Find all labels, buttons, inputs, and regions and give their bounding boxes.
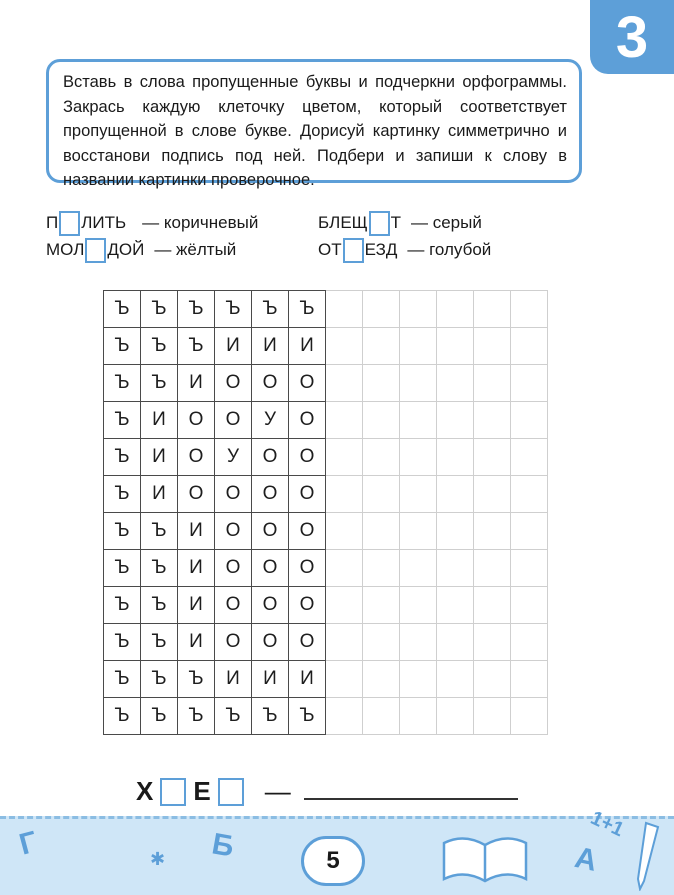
task-color-3: — серый xyxy=(410,213,482,232)
letter-decor-icon: Б xyxy=(209,827,237,864)
grid-cell[interactable] xyxy=(437,328,474,365)
grid-cell[interactable] xyxy=(363,328,400,365)
grid-cell[interactable] xyxy=(363,587,400,624)
grid-cell[interactable] xyxy=(437,439,474,476)
letter-decor-icon: Г xyxy=(15,825,41,862)
grid-cell[interactable]: О xyxy=(178,439,215,476)
grid-cell[interactable] xyxy=(474,698,511,735)
grid-cell[interactable] xyxy=(511,698,548,735)
grid-cell[interactable]: И xyxy=(141,439,178,476)
grid-cell[interactable] xyxy=(474,291,511,328)
coloring-grid xyxy=(103,290,548,735)
grid-cell[interactable] xyxy=(511,550,548,587)
missing-letter-box-4[interactable] xyxy=(343,238,364,263)
grid-cell[interactable]: О xyxy=(289,476,326,513)
answer-blank-2[interactable] xyxy=(218,778,244,806)
missing-letter-box-3[interactable] xyxy=(369,211,390,236)
grid-cell[interactable]: И xyxy=(178,587,215,624)
grid-cell[interactable] xyxy=(511,661,548,698)
grid-cell[interactable]: О xyxy=(289,550,326,587)
task-word-2-start: МОЛ xyxy=(46,240,85,259)
grid-cell[interactable]: И xyxy=(252,661,289,698)
grid-cell[interactable]: И xyxy=(178,550,215,587)
grid-cell[interactable] xyxy=(400,624,437,661)
grid-cell[interactable]: Ъ xyxy=(141,550,178,587)
grid-cell[interactable]: О xyxy=(252,587,289,624)
grid-cell[interactable] xyxy=(400,587,437,624)
exercise-number-badge: 3 xyxy=(590,0,674,74)
grid-cell[interactable]: И xyxy=(215,661,252,698)
grid-cell[interactable] xyxy=(437,698,474,735)
task-word-3-start: БЛЕЩ xyxy=(318,213,368,232)
grid-cell[interactable] xyxy=(511,328,548,365)
grid-cell[interactable] xyxy=(474,402,511,439)
grid-cell[interactable]: О xyxy=(252,550,289,587)
book-icon xyxy=(440,833,530,885)
grid-cell[interactable] xyxy=(400,291,437,328)
grid-cell[interactable]: Ъ xyxy=(104,476,141,513)
task-word-1-end: ЛИТЬ xyxy=(81,213,127,232)
grid-cell[interactable]: О xyxy=(289,587,326,624)
grid-cell[interactable] xyxy=(511,587,548,624)
grid-cell[interactable]: О xyxy=(215,513,252,550)
grid-cell[interactable] xyxy=(363,661,400,698)
grid-cell[interactable]: Ъ xyxy=(104,291,141,328)
grid-cell[interactable] xyxy=(326,365,363,402)
grid-cell[interactable]: О xyxy=(178,476,215,513)
grid-cell[interactable] xyxy=(400,698,437,735)
grid-cell[interactable]: Ъ xyxy=(141,513,178,550)
grid-cell[interactable]: О xyxy=(289,513,326,550)
grid-cell[interactable] xyxy=(363,439,400,476)
page-number: 5 xyxy=(301,836,365,886)
math-decor-icon: 1+1 xyxy=(587,806,628,842)
pencil-icon xyxy=(636,821,666,891)
grid-cell[interactable]: Ъ xyxy=(141,624,178,661)
grid-cell[interactable]: Ъ xyxy=(141,291,178,328)
grid-cell[interactable] xyxy=(474,476,511,513)
grid-cell[interactable]: О xyxy=(252,476,289,513)
grid-cell[interactable]: Ъ xyxy=(289,291,326,328)
grid-cell[interactable] xyxy=(437,402,474,439)
grid-cell[interactable] xyxy=(437,624,474,661)
grid-cell[interactable]: Ъ xyxy=(104,624,141,661)
grid-row xyxy=(104,291,548,328)
grid-cell[interactable]: Ъ xyxy=(252,698,289,735)
grid-cell[interactable]: О xyxy=(289,365,326,402)
grid-cell[interactable] xyxy=(400,550,437,587)
task-word-3-end: Т xyxy=(390,213,401,232)
grid-cell[interactable]: Ъ xyxy=(178,328,215,365)
grid-cell[interactable]: Ъ xyxy=(104,661,141,698)
grid-cell[interactable]: Ъ xyxy=(215,698,252,735)
grid-cell[interactable] xyxy=(437,513,474,550)
grid-cell[interactable] xyxy=(511,624,548,661)
grid-cell[interactable]: О xyxy=(289,402,326,439)
grid-row xyxy=(104,476,548,513)
task-color-2: — жёлтый xyxy=(154,240,237,259)
grid-cell[interactable]: Ъ xyxy=(104,587,141,624)
task-word-1 xyxy=(46,211,258,235)
grid-cell[interactable] xyxy=(474,550,511,587)
grid-cell[interactable]: И xyxy=(178,513,215,550)
grid-cell[interactable] xyxy=(437,476,474,513)
grid-cell[interactable]: Ъ xyxy=(104,439,141,476)
grid-cell[interactable] xyxy=(326,291,363,328)
grid-cell[interactable] xyxy=(437,587,474,624)
grid-cell[interactable] xyxy=(363,291,400,328)
grid-cell[interactable] xyxy=(474,365,511,402)
task-color-4: — голубой xyxy=(407,240,492,259)
grid-cell[interactable]: И xyxy=(178,365,215,402)
grid-cell[interactable] xyxy=(474,513,511,550)
grid-cell[interactable]: О xyxy=(215,476,252,513)
grid-cell[interactable] xyxy=(474,661,511,698)
grid-cell[interactable] xyxy=(437,291,474,328)
grid-cell[interactable] xyxy=(400,661,437,698)
grid-row xyxy=(104,402,548,439)
grid-cell[interactable]: И xyxy=(178,624,215,661)
task-word-2 xyxy=(46,238,236,262)
grid-cell[interactable]: И xyxy=(141,402,178,439)
task-word-4 xyxy=(318,238,491,262)
grid-cell[interactable]: У xyxy=(252,402,289,439)
grid-cell[interactable] xyxy=(474,587,511,624)
grid-cell[interactable] xyxy=(363,476,400,513)
grid-row xyxy=(104,624,548,661)
grid-cell[interactable] xyxy=(400,439,437,476)
grid-cell[interactable]: Ъ xyxy=(104,550,141,587)
grid-cell[interactable]: О xyxy=(252,513,289,550)
grid-cell[interactable]: О xyxy=(215,587,252,624)
grid-cell[interactable] xyxy=(511,476,548,513)
grid-cell[interactable]: Ъ xyxy=(104,328,141,365)
grid-cell[interactable] xyxy=(326,587,363,624)
grid-row xyxy=(104,698,548,735)
grid-cell[interactable] xyxy=(511,365,548,402)
grid-cell[interactable]: Ъ xyxy=(252,291,289,328)
grid-cell[interactable]: Ъ xyxy=(141,661,178,698)
grid-cell[interactable]: И xyxy=(289,661,326,698)
grid-cell[interactable] xyxy=(400,402,437,439)
grid-cell[interactable]: Ъ xyxy=(215,291,252,328)
answer-row xyxy=(136,776,291,807)
grid-cell[interactable] xyxy=(326,698,363,735)
grid-cell[interactable]: Ъ xyxy=(104,365,141,402)
grid-cell[interactable]: О xyxy=(252,624,289,661)
grid-cell[interactable] xyxy=(511,513,548,550)
grid-cell[interactable]: О xyxy=(289,439,326,476)
grid-cell[interactable] xyxy=(363,698,400,735)
answer-dash: — xyxy=(264,776,291,806)
task-word-3 xyxy=(318,211,482,235)
grid-cell[interactable] xyxy=(400,513,437,550)
grid-cell[interactable] xyxy=(474,328,511,365)
answer-letter-1: Х xyxy=(136,776,154,806)
task-word-1-start: П xyxy=(46,213,59,232)
grid-cell[interactable] xyxy=(326,476,363,513)
grid-cell[interactable] xyxy=(400,476,437,513)
answer-letter-2: Е xyxy=(193,776,211,806)
missing-letter-box-1[interactable] xyxy=(59,211,80,236)
grid-cell[interactable] xyxy=(363,365,400,402)
grid-cell[interactable] xyxy=(326,328,363,365)
task-word-4-end: ЕЗД xyxy=(364,240,398,259)
coloring-grid-table xyxy=(103,290,548,735)
grid-row xyxy=(104,661,548,698)
grid-row xyxy=(104,550,548,587)
grid-cell[interactable]: О xyxy=(252,439,289,476)
grid-cell[interactable] xyxy=(363,624,400,661)
grid-cell[interactable]: Ъ xyxy=(178,698,215,735)
grid-cell[interactable]: О xyxy=(289,624,326,661)
grid-cell[interactable] xyxy=(363,513,400,550)
grid-row xyxy=(104,365,548,402)
grid-cell[interactable]: Ъ xyxy=(104,402,141,439)
task-word-4-start: ОТ xyxy=(318,240,342,259)
grid-cell[interactable] xyxy=(326,513,363,550)
grid-cell[interactable] xyxy=(511,439,548,476)
missing-letter-box-2[interactable] xyxy=(85,238,106,263)
grid-cell[interactable] xyxy=(437,365,474,402)
grid-cell[interactable]: О xyxy=(178,402,215,439)
grid-cell[interactable]: Ъ xyxy=(178,291,215,328)
grid-cell[interactable] xyxy=(326,550,363,587)
grid-cell[interactable] xyxy=(400,365,437,402)
grid-row xyxy=(104,439,548,476)
grid-cell[interactable]: И xyxy=(141,476,178,513)
grid-cell[interactable] xyxy=(326,624,363,661)
grid-cell[interactable]: Ъ xyxy=(141,587,178,624)
grid-cell[interactable]: О xyxy=(215,365,252,402)
grid-cell[interactable]: У xyxy=(215,439,252,476)
grid-row xyxy=(104,587,548,624)
grid-cell[interactable] xyxy=(511,402,548,439)
task-color-1: — коричневый xyxy=(142,213,259,232)
grid-cell[interactable] xyxy=(363,402,400,439)
grid-cell[interactable]: Ъ xyxy=(104,698,141,735)
grid-cell[interactable]: О xyxy=(215,550,252,587)
grid-row xyxy=(104,328,548,365)
grid-cell[interactable] xyxy=(474,624,511,661)
grid-cell[interactable]: Ъ xyxy=(104,513,141,550)
grid-cell[interactable]: Ъ xyxy=(141,328,178,365)
grid-cell[interactable] xyxy=(326,439,363,476)
grid-cell[interactable]: Ъ xyxy=(141,698,178,735)
grid-cell[interactable] xyxy=(326,402,363,439)
grid-cell[interactable]: Ъ xyxy=(141,365,178,402)
grid-row xyxy=(104,513,548,550)
grid-cell[interactable]: Ъ xyxy=(289,698,326,735)
star-decor-icon: ✱ xyxy=(150,849,166,869)
grid-cell[interactable]: О xyxy=(215,402,252,439)
grid-cell[interactable]: И xyxy=(289,328,326,365)
grid-cell[interactable]: О xyxy=(215,624,252,661)
grid-cell[interactable]: И xyxy=(215,328,252,365)
grid-cell[interactable]: Ъ xyxy=(178,661,215,698)
grid-cell[interactable]: О xyxy=(252,365,289,402)
grid-cell[interactable] xyxy=(437,550,474,587)
task-word-2-end: ДОЙ xyxy=(107,240,145,259)
grid-cell[interactable] xyxy=(400,328,437,365)
letter-decor-icon: А xyxy=(571,841,600,878)
answer-blank-1[interactable] xyxy=(160,778,186,806)
answer-write-line[interactable] xyxy=(304,798,518,800)
grid-cell[interactable] xyxy=(326,661,363,698)
grid-cell[interactable] xyxy=(474,439,511,476)
grid-cell[interactable] xyxy=(437,661,474,698)
grid-cell[interactable]: И xyxy=(252,328,289,365)
instructions-box: Вставь в слова пропущенные буквы и подчеркни орфограммы. Закрась каждую клеточку цветом, который соответствует пропущенной в слове букве. Дорисуй картинку симметрично и восстанови подпись под ней. Подбери и запиши к слову в названии картинки проверочное. xyxy=(46,59,582,183)
grid-cell[interactable] xyxy=(363,550,400,587)
grid-cell[interactable] xyxy=(511,291,548,328)
